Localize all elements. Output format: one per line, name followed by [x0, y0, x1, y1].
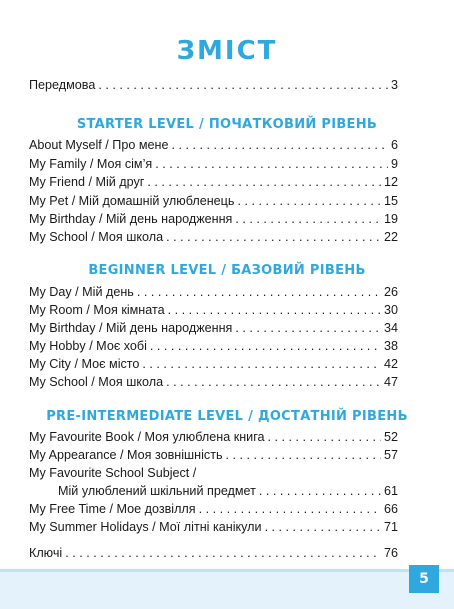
toc-entry[interactable]	[29, 175, 398, 191]
section-heading-pre-intermediate: PRE-INTERMEDIATE LEVEL / ДОСТАТНІЙ РІВЕНЬ	[46, 409, 408, 424]
leader-dots	[226, 448, 381, 462]
leader-dots	[237, 194, 381, 208]
toc-entry-page: 34	[383, 321, 398, 335]
toc-entry-page: 15	[383, 194, 398, 208]
toc-entry-label: My Room / Моя кімната	[29, 303, 165, 317]
toc-entry-page: 9	[390, 157, 398, 171]
toc-entry[interactable]	[29, 520, 398, 536]
toc-entry-label: My School / Моя школа	[29, 230, 164, 244]
leader-dots	[235, 321, 381, 335]
toc-entry[interactable]	[29, 339, 398, 355]
toc-entry-page: 71	[383, 520, 398, 534]
leader-dots	[268, 430, 381, 444]
toc-entry-label: My Friend / Мій друг	[29, 175, 145, 189]
section-heading-starter: STARTER LEVEL / ПОЧАТКОВИЙ РІВЕНЬ	[76, 117, 378, 132]
toc-entry-page: 61	[383, 484, 398, 498]
toc-entry-page: 6	[390, 138, 398, 152]
leader-dots	[65, 546, 381, 560]
toc-entry[interactable]	[29, 375, 398, 391]
leader-dots	[166, 230, 381, 244]
toc-entry-label: My Pet / Мій домашній улюбленець	[29, 194, 235, 208]
toc-entry-label: My Favourite Book / Моя улюблена книга	[29, 430, 265, 444]
toc-entry-page: 47	[383, 375, 398, 389]
toc-entry[interactable]	[29, 157, 398, 173]
toc-entry[interactable]	[58, 484, 398, 500]
toc-entry[interactable]	[29, 448, 398, 464]
leader-dots	[168, 303, 381, 317]
toc-entry[interactable]	[29, 430, 398, 446]
toc-entry-page: 26	[383, 285, 398, 299]
toc-entry-label: My School / Моя школа	[29, 375, 164, 389]
toc-entry-page: 3	[390, 78, 398, 92]
toc-entry-label[interactable]: My Favourite School Subject /	[29, 466, 197, 480]
leader-dots	[147, 175, 381, 189]
toc-entry-page: 57	[383, 448, 398, 462]
leader-dots	[265, 520, 381, 534]
leader-dots	[235, 212, 381, 226]
leader-dots	[259, 484, 381, 498]
leader-dots	[137, 285, 381, 299]
page-number-badge: 5	[409, 565, 439, 593]
leader-dots	[166, 375, 381, 389]
toc-entry-label: My Birthday / Мій день народження	[29, 212, 233, 226]
toc-entry-label: Мій улюблений шкільний предмет	[58, 484, 256, 498]
leader-dots	[150, 339, 381, 353]
toc-entry[interactable]	[29, 194, 398, 210]
page-title: ЗМІСТ	[176, 36, 278, 66]
footer-band	[0, 572, 454, 609]
toc-entry[interactable]	[29, 357, 398, 373]
leader-dots	[155, 157, 388, 171]
toc-entry-page: 38	[383, 339, 398, 353]
toc-entry[interactable]	[29, 321, 398, 337]
leader-dots	[98, 78, 388, 92]
toc-entry-label: My Appearance / Моя зовнішність	[29, 448, 223, 462]
leader-dots	[171, 138, 388, 152]
toc-entry-label: Ключі	[29, 546, 63, 560]
toc-entry[interactable]	[29, 502, 398, 518]
toc-entry-label: About Myself / Про мене	[29, 138, 169, 152]
toc-entry-label: My Hobby / Моє хобі	[29, 339, 147, 353]
toc-entry[interactable]	[29, 303, 398, 319]
toc-entry-preface[interactable]	[29, 78, 398, 94]
toc-entry[interactable]	[29, 212, 398, 228]
toc-entry[interactable]	[29, 138, 398, 154]
toc-entry-label: My Family / Моя сім’я	[29, 157, 153, 171]
toc-entry-label: My Free Time / Мое дозвілля	[29, 502, 196, 516]
toc-entry-page: 12	[383, 175, 398, 189]
toc-entry-label: My Birthday / Мій день народження	[29, 321, 233, 335]
toc-entry[interactable]	[29, 285, 398, 301]
toc-entry-page: 76	[383, 546, 398, 560]
leader-dots	[142, 357, 381, 371]
leader-dots	[199, 502, 381, 516]
toc-entry[interactable]	[29, 230, 398, 246]
toc-entry-page: 52	[383, 430, 398, 444]
section-heading-beginner: BEGINNER LEVEL / БАЗОВИЙ РІВЕНЬ	[88, 263, 366, 278]
toc-entry-answers[interactable]	[29, 546, 398, 562]
toc-entry-page: 66	[383, 502, 398, 516]
toc-entry-page: 19	[383, 212, 398, 226]
toc-entry-page: 30	[383, 303, 398, 317]
toc-entry-label: Передмова	[29, 78, 96, 92]
toc-entry-label: My Day / Мій день	[29, 285, 134, 299]
toc-entry-label: My City / Моє місто	[29, 357, 140, 371]
toc-entry-page: 42	[383, 357, 398, 371]
toc-entry-page: 22	[383, 230, 398, 244]
toc-entry-label: My Summer Holidays / Мої літні канікули	[29, 520, 262, 534]
